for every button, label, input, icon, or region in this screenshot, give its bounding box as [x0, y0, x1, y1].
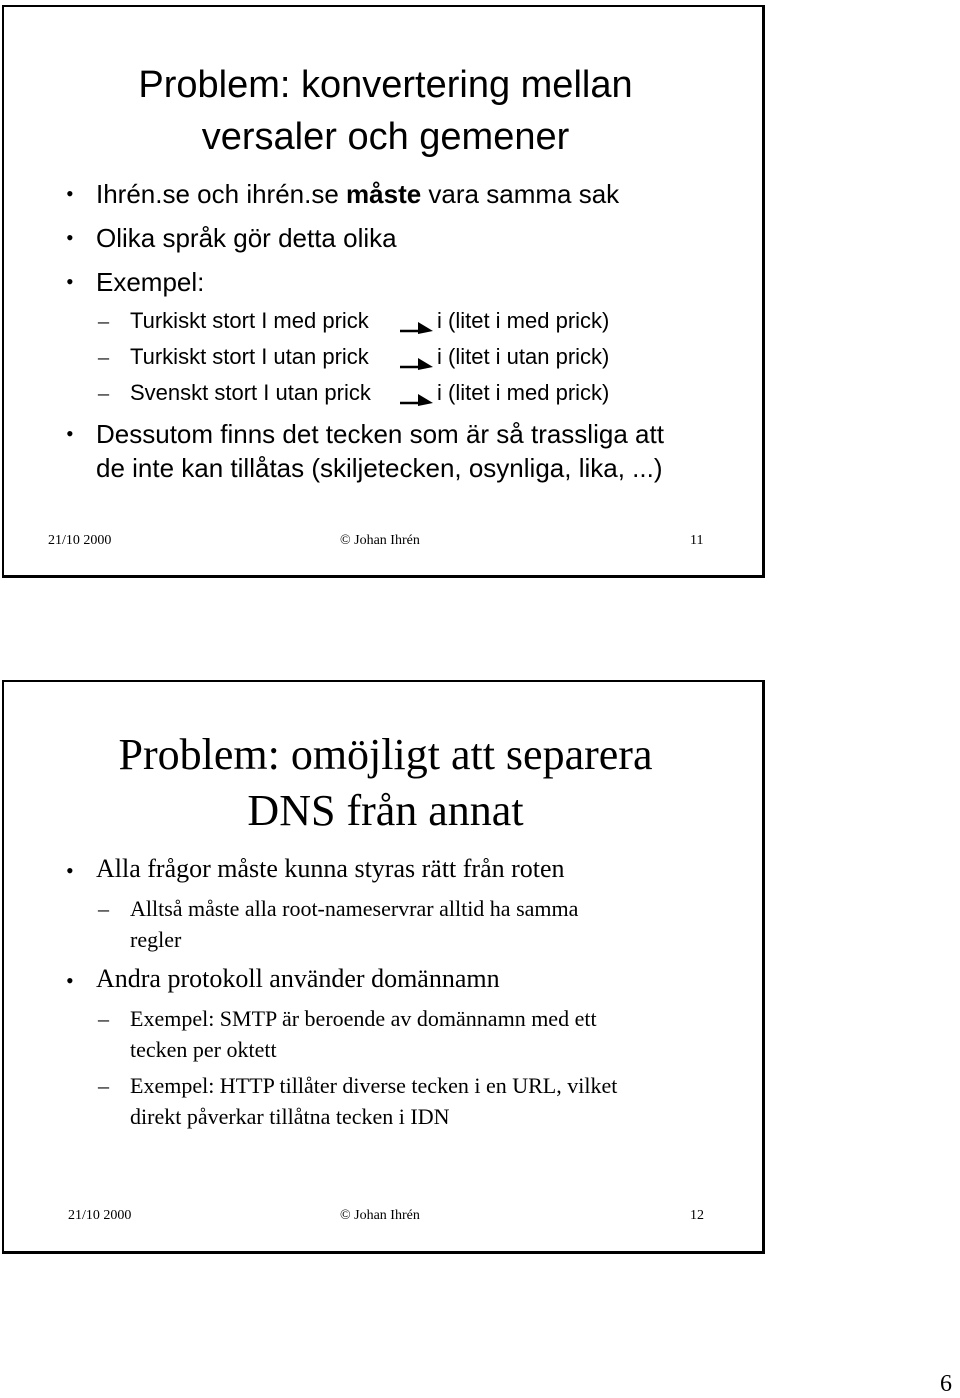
example-left: Turkiskt stort I med prick [130, 308, 369, 333]
bullet-text: Alla frågor måste kunna styras rätt från roten [96, 854, 565, 883]
bullet-dot: • [66, 225, 74, 250]
slide-11 [2, 5, 765, 578]
slide-title-line1: Problem: omöjligt att separera [118, 730, 653, 779]
footer-date: 21/10 2000 [68, 1208, 132, 1223]
sub-bullet-text-cont: direkt påverkar tillåtna tecken i IDN [130, 1104, 450, 1129]
example-right: i (litet i med prick) [437, 380, 610, 405]
page-number: 6 [940, 1371, 952, 1397]
footer-slide-number: 12 [690, 1208, 704, 1223]
bullet-text-part: vara samma sak [421, 179, 620, 209]
slide-12 [2, 680, 765, 1254]
bullet-dot: • [66, 968, 74, 993]
sub-bullet-text: Alltså måste alla root-nameservrar alltid ha samma [130, 896, 579, 921]
bullet-dot: • [66, 421, 74, 446]
example-right: i (litet i utan prick) [437, 344, 610, 369]
bullet-text: Andra protokoll använder domännamn [96, 964, 500, 993]
slide-title-line2: DNS från annat [247, 786, 524, 835]
bullet-dot: • [66, 269, 74, 294]
bullet-dot: • [66, 858, 74, 883]
sub-bullet-dash: – [98, 1006, 109, 1031]
example-left: Turkiskt stort I utan prick [130, 344, 369, 369]
sub-bullet-text: Exempel: SMTP är beroende av domännamn med ett [130, 1006, 597, 1031]
footer-author: © Johan Ihrén [340, 533, 420, 548]
bullet-text-cont: de inte kan tillåtas (skiljetecken, osynliga, lika, ...) [96, 453, 663, 483]
arrow-right-icon [399, 392, 435, 412]
slide-title-line1: Problem: konvertering mellan [138, 64, 633, 106]
bullet-text: Olika språk gör detta olika [96, 223, 397, 253]
sub-bullet-text-cont: regler [130, 927, 182, 952]
sub-bullet-dash: – [98, 1073, 109, 1098]
bullet-text-bold: måste [346, 179, 422, 209]
bullet-text: Dessutom finns det tecken som är så trassliga att [96, 419, 664, 449]
example-left: Svenskt stort I utan prick [130, 380, 371, 405]
sub-bullet-dash: – [98, 308, 109, 333]
footer-date: 21/10 2000 [48, 533, 112, 548]
sub-bullet-dash: – [98, 380, 109, 405]
footer-slide-number: 11 [690, 533, 704, 548]
bullet-text-part: Ihrén.se och ihrén.se [96, 179, 347, 209]
sub-bullet-text: Exempel: HTTP tillåter diverse tecken i en URL, vilket [130, 1073, 618, 1098]
sub-bullet-dash: – [98, 896, 109, 921]
arrow-right-icon [399, 356, 435, 376]
bullet-text: Exempel: [96, 267, 205, 297]
sub-bullet-text-cont: tecken per oktett [130, 1037, 277, 1062]
slide-title-line2: versaler och gemener [201, 116, 570, 158]
bullet-text [96, 179, 619, 210]
footer-author: © Johan Ihrén [340, 1208, 420, 1223]
sub-bullet-dash: – [98, 344, 109, 369]
arrow-right-icon [399, 320, 435, 340]
example-right: i (litet i med prick) [437, 308, 610, 333]
bullet-dot: • [66, 181, 74, 206]
